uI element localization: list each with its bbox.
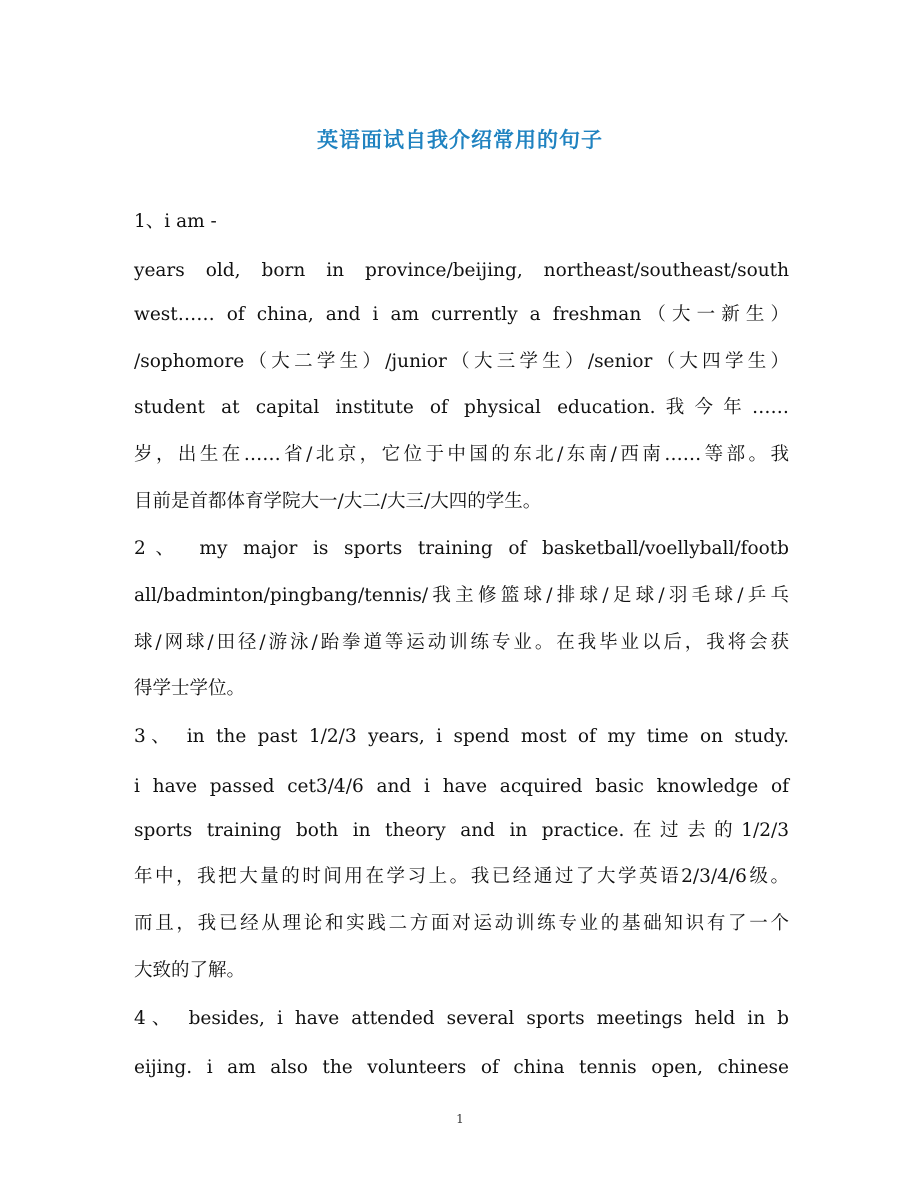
text-line: 得学士学位。	[134, 678, 246, 699]
text-line: sports training both in theory and in practice.在过去的1/2/3	[134, 820, 789, 841]
text-line: 目前是首都体育学院大一/大二/大三/大四的学生。	[134, 491, 542, 512]
text-line: 3、 in the past 1/2/3 years, i spend most of my time on study.	[134, 726, 789, 747]
text-line: i have passed cet3/4/6 and i have acquired basic knowledge of	[134, 776, 789, 797]
text-line: years old, born in province/beijing, northeast/southeast/south	[134, 260, 789, 281]
text-line: 球/网球/田径/游泳/跆拳道等运动训练专业。在我毕业以后，我将会获	[134, 632, 789, 653]
text-line: 1、i am -	[134, 211, 217, 232]
text-line: student at capital institute of physical education.我今年……	[134, 397, 789, 418]
document-title: 英语面试自我介绍常用的句子	[317, 128, 603, 152]
text-line: 而且，我已经从理论和实践二方面对运动训练专业的基础知识有了一个	[134, 913, 789, 934]
text-line: 2、 my major is sports training of basketball/voellyball/footb	[134, 538, 789, 559]
text-line: 年中，我把大量的时间用在学习上。我已经通过了大学英语2/3/4/6级。	[134, 866, 789, 887]
page-number: 1	[456, 1112, 464, 1126]
text-line: 大致的了解。	[134, 960, 246, 981]
text-line: 4、 besides, i have attended several sports meetings held in b	[134, 1008, 789, 1029]
text-line: eijing. i am also the volunteers of china tennis open, chinese	[134, 1057, 789, 1078]
text-line: west…… of china, and i am currently a freshman（大一新生）	[134, 304, 789, 325]
text-line: all/badminton/pingbang/tennis/我主修篮球/排球/足球/羽毛球/乒乓	[134, 585, 789, 606]
text-line: 岁，出生在……省/北京，它位于中国的东北/东南/西南……等部。我	[134, 444, 789, 465]
text-line: /sophomore（大二学生）/junior（大三学生）/senior（大四学生）	[134, 351, 789, 372]
